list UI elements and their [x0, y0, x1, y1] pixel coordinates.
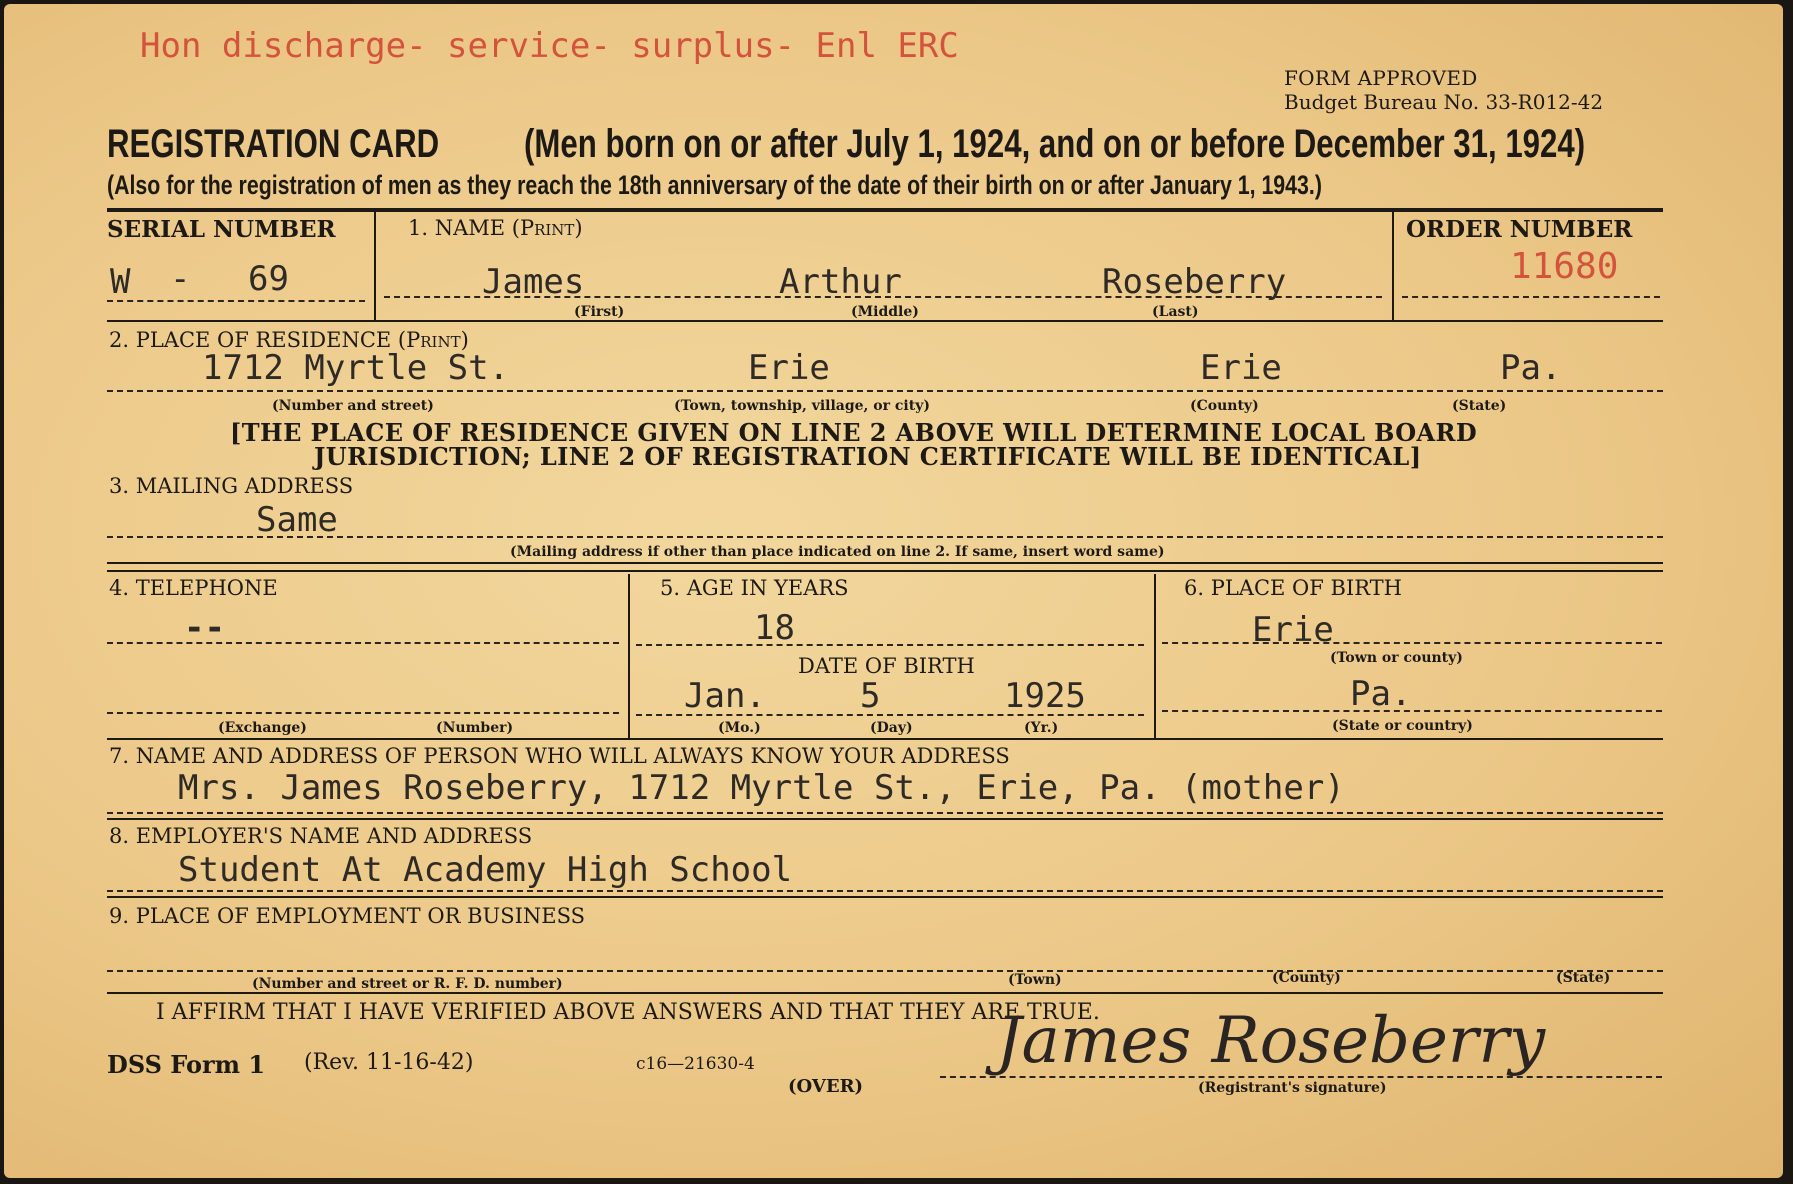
- serial-prefix: W: [110, 262, 131, 302]
- residence-county[interactable]: Erie: [1200, 348, 1282, 388]
- underline: [107, 970, 1663, 972]
- birthplace-town-caption: (Town or county): [1330, 650, 1463, 666]
- registration-scope: (Also for the registration of men as they reach the 18th anniversary of the date of their birth on or after January 1, 1943.): [107, 170, 1322, 200]
- mailing-caption: (Mailing address if other than place indicated on line 2. If same, insert word same): [510, 544, 1165, 560]
- serial-value[interactable]: 69: [248, 259, 289, 299]
- name-first[interactable]: James: [482, 262, 585, 302]
- employment-label: 9. PLACE OF EMPLOYMENT OR BUSINESS: [109, 904, 585, 928]
- employer-value[interactable]: Student At Academy High School: [178, 850, 793, 890]
- order-label: ORDER NUMBER: [1406, 216, 1633, 243]
- signature-line: [940, 1076, 1662, 1078]
- birthplace-label: 6. PLACE OF BIRTH: [1184, 576, 1402, 600]
- underline: [107, 300, 365, 302]
- residence-town[interactable]: Erie: [748, 348, 830, 388]
- year-caption: (Yr.): [1024, 720, 1059, 736]
- dob-label: DATE OF BIRTH: [798, 654, 975, 678]
- underline: [1162, 642, 1662, 644]
- stamp-note: Hon discharge- service- surplus- Enl ERC: [140, 26, 959, 66]
- form-subtitle: (Men born on or after July 1, 1924, and on or before December 31, 1924): [524, 122, 1586, 166]
- divider: [374, 212, 376, 320]
- budget-bureau: Budget Bureau No. 33-R012-42: [1284, 90, 1604, 114]
- employment-street-caption: (Number and street or R. F. D. number): [252, 976, 563, 992]
- residence-street[interactable]: 1712 Myrtle St.: [202, 348, 510, 388]
- rule: [107, 992, 1663, 994]
- age-label: 5. AGE IN YEARS: [660, 576, 849, 600]
- underline: [107, 712, 619, 714]
- number-caption: (Number): [436, 720, 514, 736]
- rule: [107, 570, 1663, 572]
- dob-day[interactable]: 5: [860, 676, 881, 716]
- underline: [636, 644, 1144, 646]
- month-caption: (Mo.): [718, 720, 761, 736]
- state-caption: (State): [1452, 398, 1507, 414]
- birthplace-state[interactable]: Pa.: [1350, 674, 1412, 714]
- employment-state-caption: (State): [1556, 970, 1611, 986]
- form-revision: (Rev. 11-16-42): [304, 1050, 474, 1075]
- registration-card: [4, 4, 1783, 1178]
- print-code: c16—21630-4: [636, 1054, 755, 1074]
- name-label: 1. NAME (Print): [408, 216, 583, 240]
- age-value[interactable]: 18: [754, 608, 795, 648]
- day-caption: (Day): [870, 720, 913, 736]
- underline: [107, 390, 1663, 392]
- mailing-value[interactable]: Same: [256, 500, 338, 540]
- underline: [384, 296, 1382, 298]
- over-note: (OVER): [788, 1076, 864, 1097]
- underline: [636, 714, 1144, 716]
- divider: [1154, 574, 1156, 738]
- rule: [107, 320, 1663, 322]
- town-caption: (Town, township, village, or city): [674, 398, 930, 414]
- telephone-value[interactable]: --: [184, 608, 225, 648]
- underline: [1402, 296, 1660, 298]
- residence-label: 2. PLACE OF RESIDENCE (Print): [109, 328, 469, 352]
- form-title: REGISTRATION CARD: [107, 122, 440, 166]
- form-approved: FORM APPROVED: [1284, 66, 1478, 90]
- underline: [107, 812, 1663, 814]
- underline: [1162, 710, 1662, 712]
- county-caption: (County): [1190, 398, 1259, 414]
- underline: [107, 890, 1663, 892]
- contact-label: 7. NAME AND ADDRESS OF PERSON WHO WILL ALWAYS KNOW YOUR ADDRESS: [109, 744, 1010, 768]
- top-rule: [107, 208, 1663, 212]
- rule: [107, 562, 1663, 564]
- street-caption: (Number and street): [272, 398, 434, 414]
- affirmation: I AFFIRM THAT I HAVE VERIFIED ABOVE ANSWERS AND THAT THEY ARE TRUE.: [156, 1000, 1100, 1025]
- employer-label: 8. EMPLOYER'S NAME AND ADDRESS: [109, 824, 533, 848]
- registrant-signature[interactable]: James Roseberry: [996, 1004, 1546, 1078]
- serial-label: SERIAL NUMBER: [107, 216, 336, 243]
- rule: [107, 896, 1663, 898]
- name-middle[interactable]: Arthur: [779, 262, 902, 302]
- signature-caption: (Registrant's signature): [1198, 1080, 1387, 1096]
- employment-town-caption: (Town): [1008, 972, 1062, 988]
- serial-dash: -: [170, 259, 191, 299]
- name-last-caption: (Last): [1152, 304, 1199, 320]
- name-first-caption: (First): [574, 304, 625, 320]
- form-id: DSS Form 1: [107, 1050, 266, 1079]
- name-middle-caption: (Middle): [851, 304, 919, 320]
- order-value[interactable]: 11680: [1510, 246, 1619, 287]
- jurisdiction-notice-1: [THE PLACE OF RESIDENCE GIVEN ON LINE 2 ABOVE WILL DETERMINE LOCAL BOARD: [230, 418, 1478, 447]
- rule: [107, 738, 1663, 740]
- residence-state[interactable]: Pa.: [1500, 348, 1562, 388]
- rule: [107, 818, 1663, 820]
- employment-county-caption: (County): [1272, 970, 1341, 986]
- divider: [1392, 212, 1394, 320]
- underline: [107, 642, 619, 644]
- dob-month[interactable]: Jan.: [684, 676, 766, 716]
- mailing-label: 3. MAILING ADDRESS: [109, 474, 354, 498]
- dob-year[interactable]: 1925: [1004, 676, 1086, 716]
- birthplace-state-caption: (State or country): [1332, 718, 1473, 734]
- telephone-label: 4. TELEPHONE: [109, 576, 278, 600]
- name-last[interactable]: Roseberry: [1102, 262, 1287, 302]
- divider: [628, 574, 630, 738]
- exchange-caption: (Exchange): [218, 720, 307, 736]
- birthplace-town[interactable]: Erie: [1252, 610, 1334, 650]
- underline: [107, 536, 1663, 538]
- contact-value[interactable]: Mrs. James Roseberry, 1712 Myrtle St., Erie, Pa. (mother): [178, 768, 1345, 808]
- jurisdiction-notice-2: JURISDICTION; LINE 2 OF REGISTRATION CERTIFICATE WILL BE IDENTICAL]: [314, 442, 1422, 471]
